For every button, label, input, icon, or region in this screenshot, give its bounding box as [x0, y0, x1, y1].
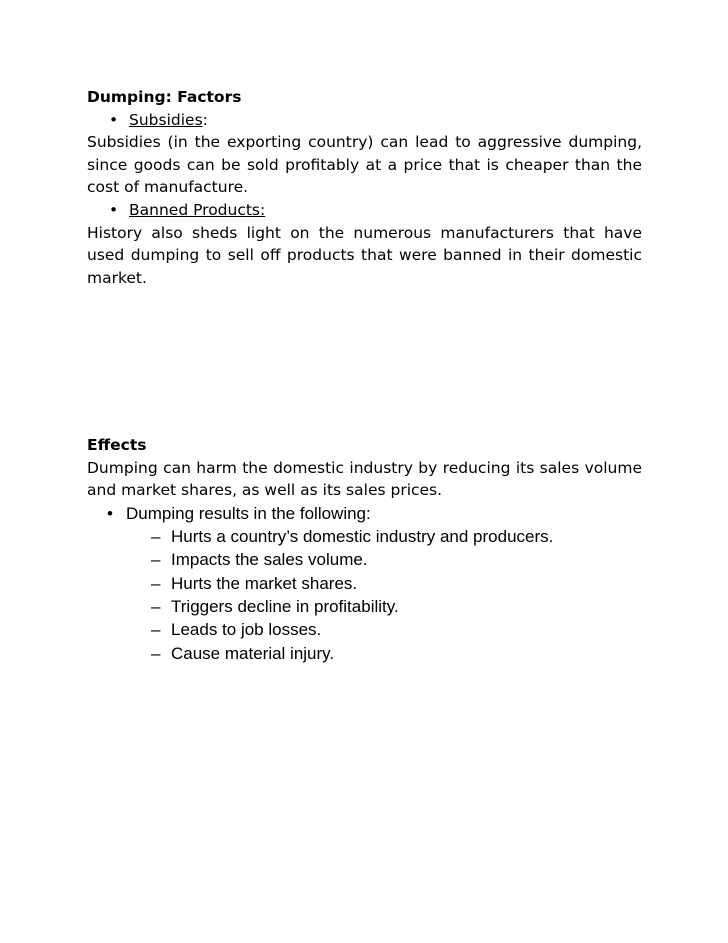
dash-icon: – [151, 573, 161, 593]
list-item [87, 595, 642, 618]
bullet-dumping-results [87, 502, 642, 525]
effects-list [87, 525, 642, 665]
list-item-text: Hurts the market shares. [171, 573, 358, 593]
list-item [87, 642, 642, 665]
section-dumping-factors [87, 86, 642, 289]
bullet-subsidies [87, 109, 642, 132]
list-item [87, 525, 642, 548]
bullet-icon: • [107, 503, 113, 523]
bullet-icon: • [109, 110, 119, 129]
list-item-text: Leads to job losses. [171, 620, 322, 640]
list-item-text: Hurts a country’s domestic industry and producers. [171, 527, 554, 547]
bullet-icon: • [109, 200, 119, 219]
banned-products-paragraph: History also sheds light on the numerous manufacturers that have used dumping to sell off products that were banned in their domestic market. [87, 223, 642, 287]
dash-icon: – [151, 643, 161, 663]
subsidies-paragraph: Subsidies (in the exporting country) can lead to aggressive dumping, since goods can be sold profitably at a price that is cheaper than the cost of manufacture. [87, 133, 642, 197]
list-item [87, 548, 642, 571]
dash-icon: – [151, 596, 161, 616]
dash-icon: – [151, 620, 161, 640]
section-title: Dumping: Factors [87, 88, 242, 106]
dash-icon: – [151, 527, 161, 547]
dumping-results-label: Dumping results in the following: [126, 503, 371, 523]
subsidies-label: Subsidies [129, 110, 203, 129]
subsidies-colon: : [202, 110, 208, 129]
dash-icon: – [151, 550, 161, 570]
list-item-text: Cause material injury. [171, 643, 335, 663]
list-item-text: Triggers decline in profitability. [171, 596, 399, 616]
section-title: Effects [87, 436, 147, 454]
bullet-banned-products [87, 199, 642, 222]
section-effects [87, 434, 642, 665]
list-item [87, 618, 642, 641]
list-item-text: Impacts the sales volume. [171, 550, 368, 570]
banned-products-label: Banned Products: [129, 200, 266, 219]
list-item [87, 572, 642, 595]
effects-intro-paragraph: Dumping can harm the domestic industry by reducing its sales volume and market shares, as well as its sales prices. [87, 458, 642, 500]
